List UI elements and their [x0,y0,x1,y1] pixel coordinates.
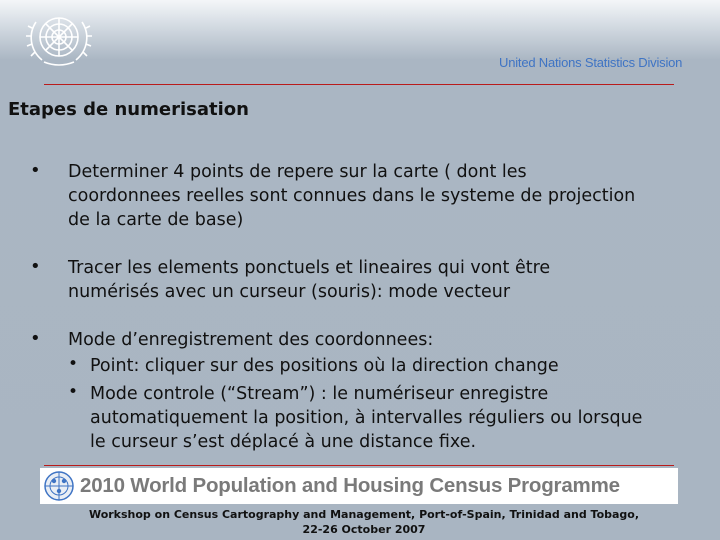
sub-bullet-text: Point: cliquer sur des positions où la direction change [90,356,559,376]
footer-divider [44,465,674,466]
bullet-marker: • [30,160,41,181]
bullet-text: Mode d’enregistrement des coordonnees: [68,330,434,350]
header-divider [44,84,674,85]
census-banner-text: 2010 World Population and Housing Census Programme [80,474,620,497]
bullet-text: Determiner 4 points de repere sur la carte ( dont les coordonnees reelles sont connues dans le systeme de projection de la carte de base) [68,162,636,230]
un-emblem-icon [22,8,96,70]
org-name: United Nations Statistics Division [499,55,683,70]
footer [0,507,720,537]
census-banner [40,468,678,504]
footer-line-1: Workshop on Census Cartography and Management, Port-of-Spain, Trinidad and Tobago, [88,508,640,521]
slide-title: Etapes de numerisation [8,99,249,120]
bullet-marker: • [30,328,41,349]
sub-bullet-marker: • [68,354,79,374]
bullet-text: Tracer les elements ponctuels et lineaires qui vont être numérisés avec un curseur (souris): mode vecteur [68,258,551,302]
sub-bullet-marker: • [68,382,79,402]
census-programme-logo-icon [42,469,76,503]
footer-line-2: 22-26 October 2007 [302,523,426,536]
bullet-marker: • [30,256,41,277]
sub-bullet-text: Mode controle (“Stream”) : le numériseur enregistre automatiquement la position, à intervalles réguliers ou lorsque le curseur s’est déplacé à une distance fixe. [90,384,643,452]
